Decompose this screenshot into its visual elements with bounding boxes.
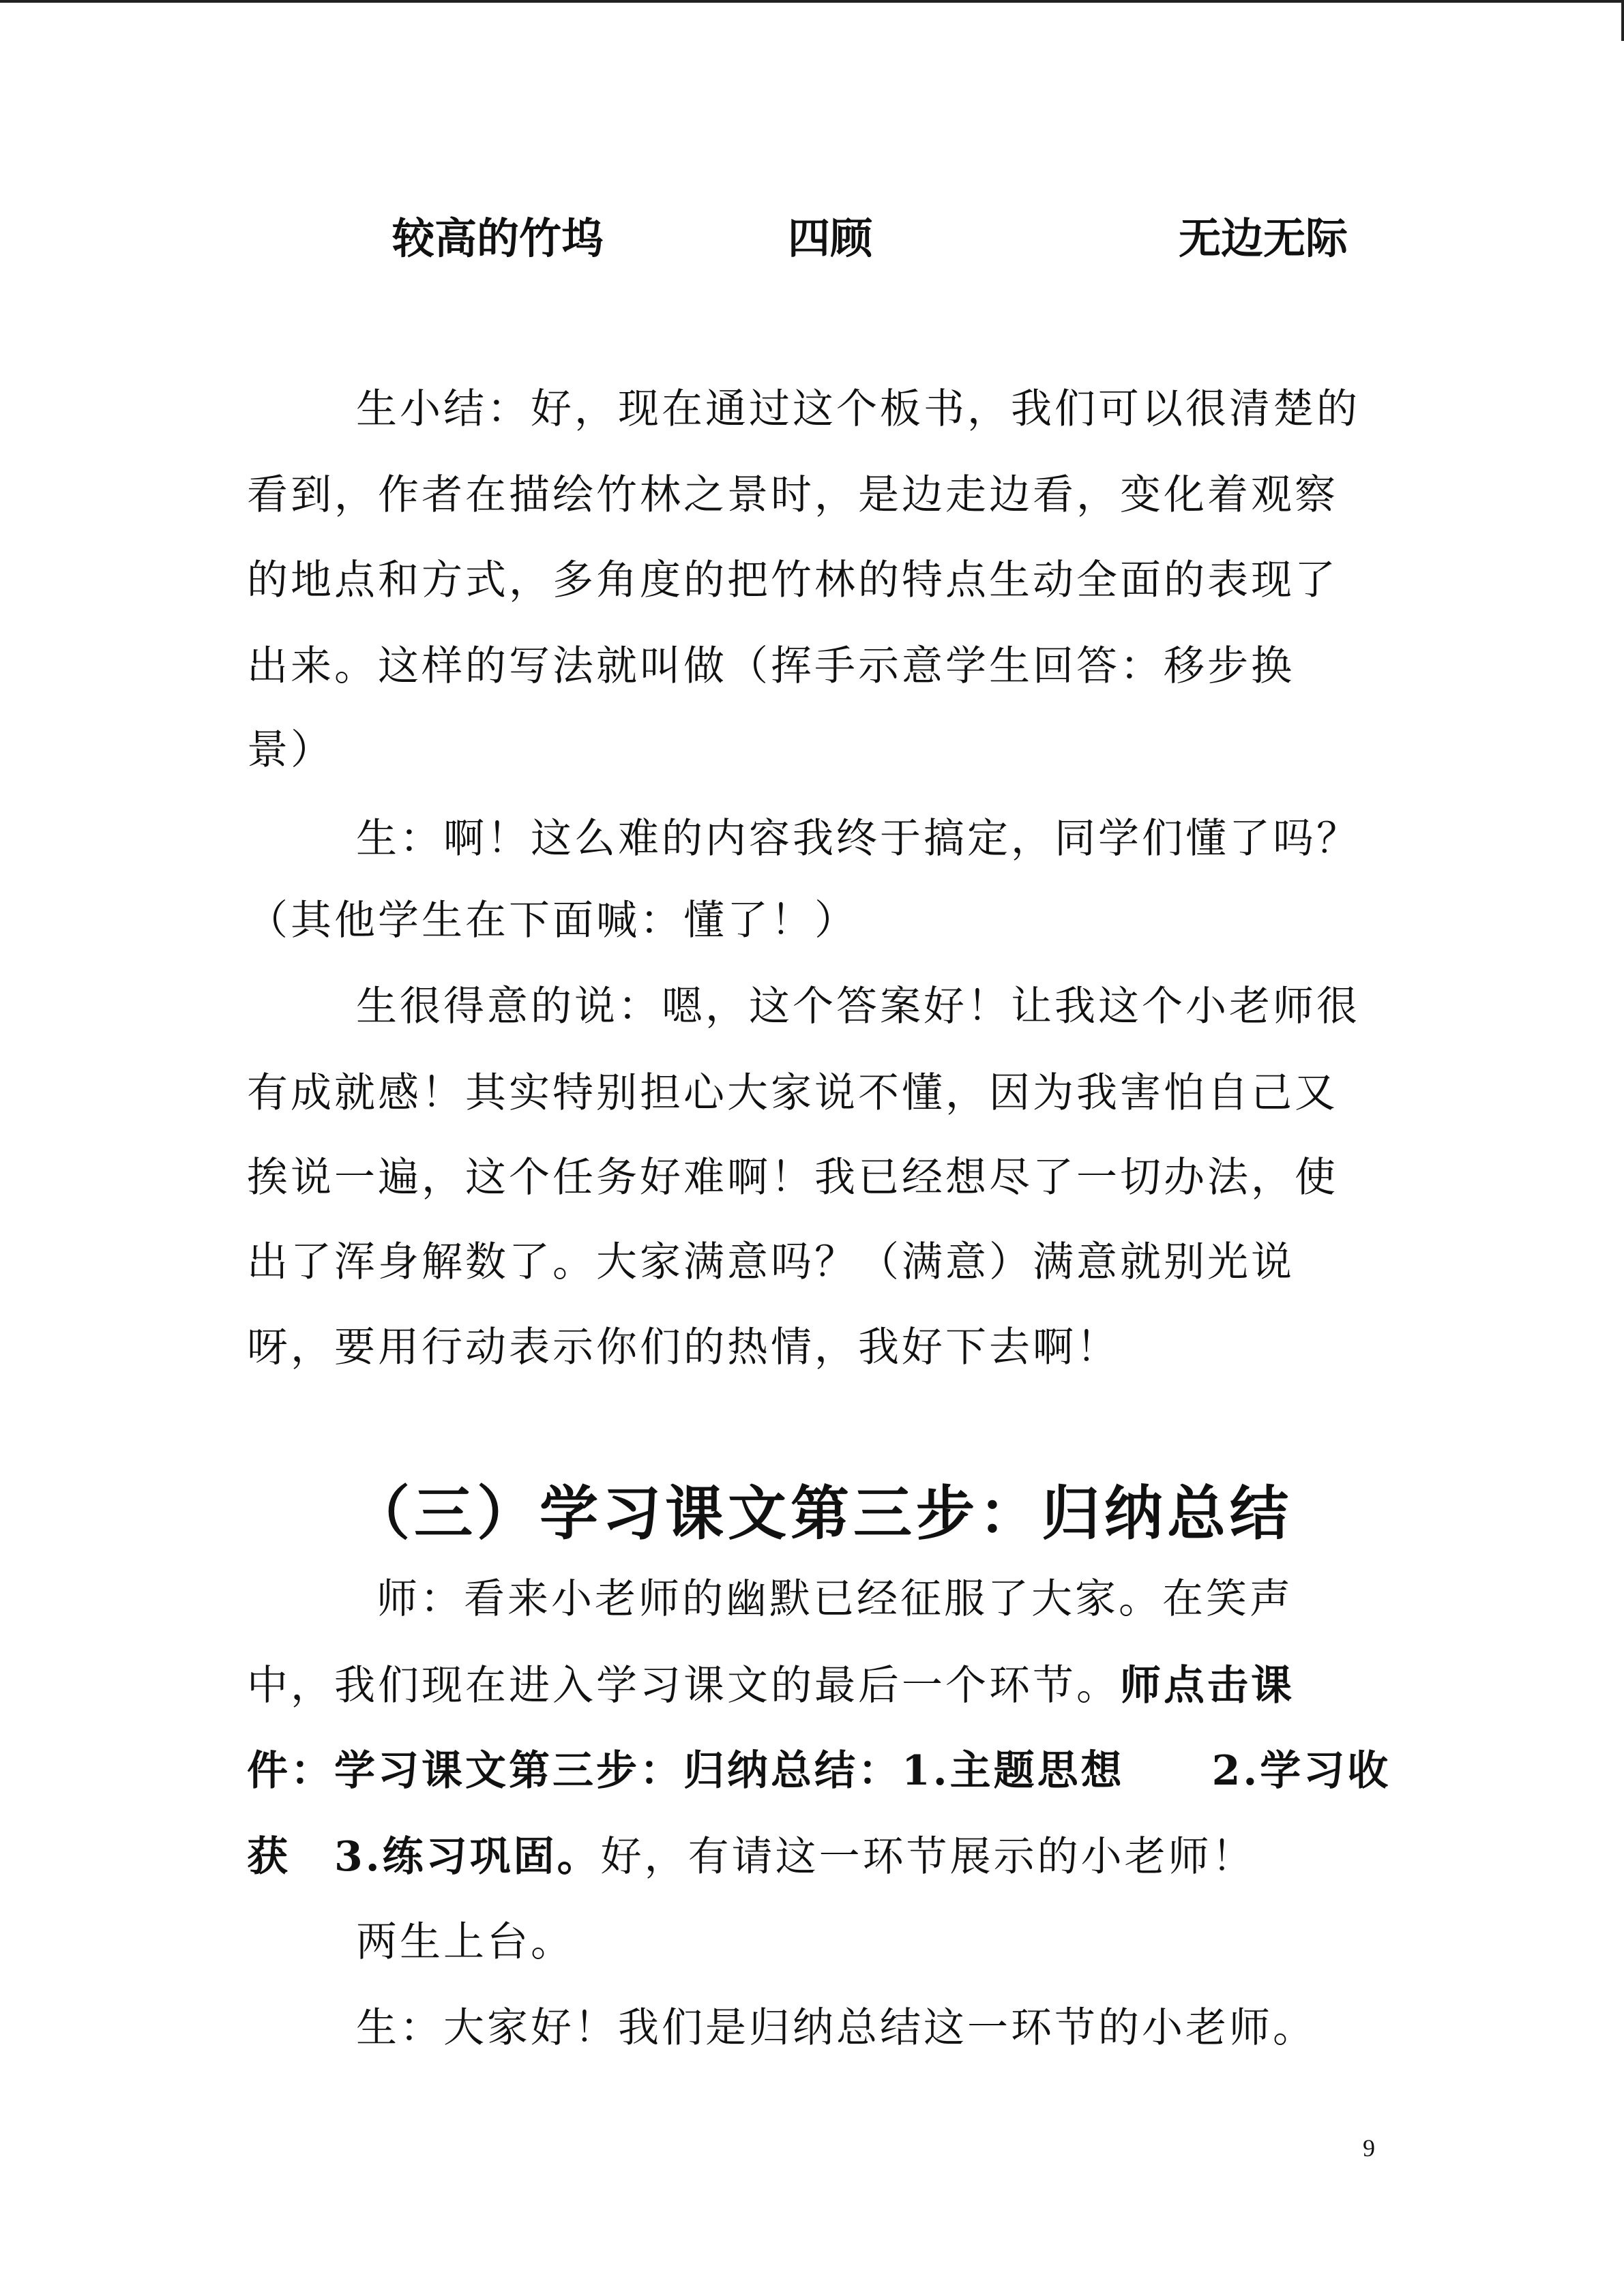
paragraph-line: 挨说一遍，这个任务好难啊！我已经想尽了一切办法，使 [247,1154,1338,1202]
section-heading: （三）学习课文第三步：归纳总结 [351,1479,1293,1548]
paragraph-line: 看到，作者在描绘竹林之景时，是边走边看，变化着观察 [247,471,1338,519]
paragraph-line: 呀，要用行动表示你们的热情，我好下去啊！ [247,1324,1120,1371]
paragraph-line: 生小结：好，现在通过这个板书，我们可以很清楚的 [356,385,1360,433]
right-border-rule [1621,0,1624,41]
paragraph-line: 景） [247,726,334,774]
paragraph-line: 生：啊！这么难的内容我终于搞定，同学们懂了吗？ [356,815,1360,863]
paragraph-bold-text: 师点击课 [1120,1662,1295,1710]
paragraph-line: 的地点和方式，多角度的把竹林的特点生动全面的表现了 [247,556,1338,604]
paragraph-line [247,1744,1391,1798]
paragraph-line: 有成就感！其实特别担心大家说不懂，因为我害怕自己又 [247,1069,1338,1117]
paragraph-line: 出了浑身解数了。大家满意吗？（满意）满意就别光说 [247,1238,1295,1286]
board-item-bamboo-dock: 较高的竹坞 [392,213,604,263]
paragraph-line [247,1658,1295,1713]
paragraph-line: 出来。这样的写法就叫做（挥手示意学生回答：移步换 [247,642,1295,690]
paragraph-line [247,1830,1256,1884]
top-border-rule [0,0,1624,3]
paragraph-text: 好，有请这一环节展示的小老师！ [600,1833,1256,1881]
paragraph-text: 中，我们现在进入学习课文的最后一个环节。 [247,1662,1120,1710]
paragraph-line: 师：看来小老师的幽默已经征服了大家。在笑声 [377,1575,1293,1623]
board-summary-row [0,211,1624,266]
paragraph-bold-text: 获 3.练习巩固。 [247,1833,601,1881]
board-item-look-around: 四顾 [788,213,873,263]
paragraph-line: 生：大家好！我们是归纳总结这一环节的小老师。 [356,2004,1316,2052]
paragraph-bold-text: 件：学习课文第三步：归纳总结：1.主题思想 2.学习收 [247,1747,1391,1795]
page-number: 9 [1363,2134,1375,2162]
paragraph-line: 两生上台。 [356,1918,574,1966]
paragraph-line: 生很得意的说：嗯，这个答案好！让我这个小老师很 [356,983,1360,1030]
paragraph-line: （其他学生在下面喊：懂了！） [247,897,858,944]
board-item-boundless: 无边无际 [1179,213,1348,263]
